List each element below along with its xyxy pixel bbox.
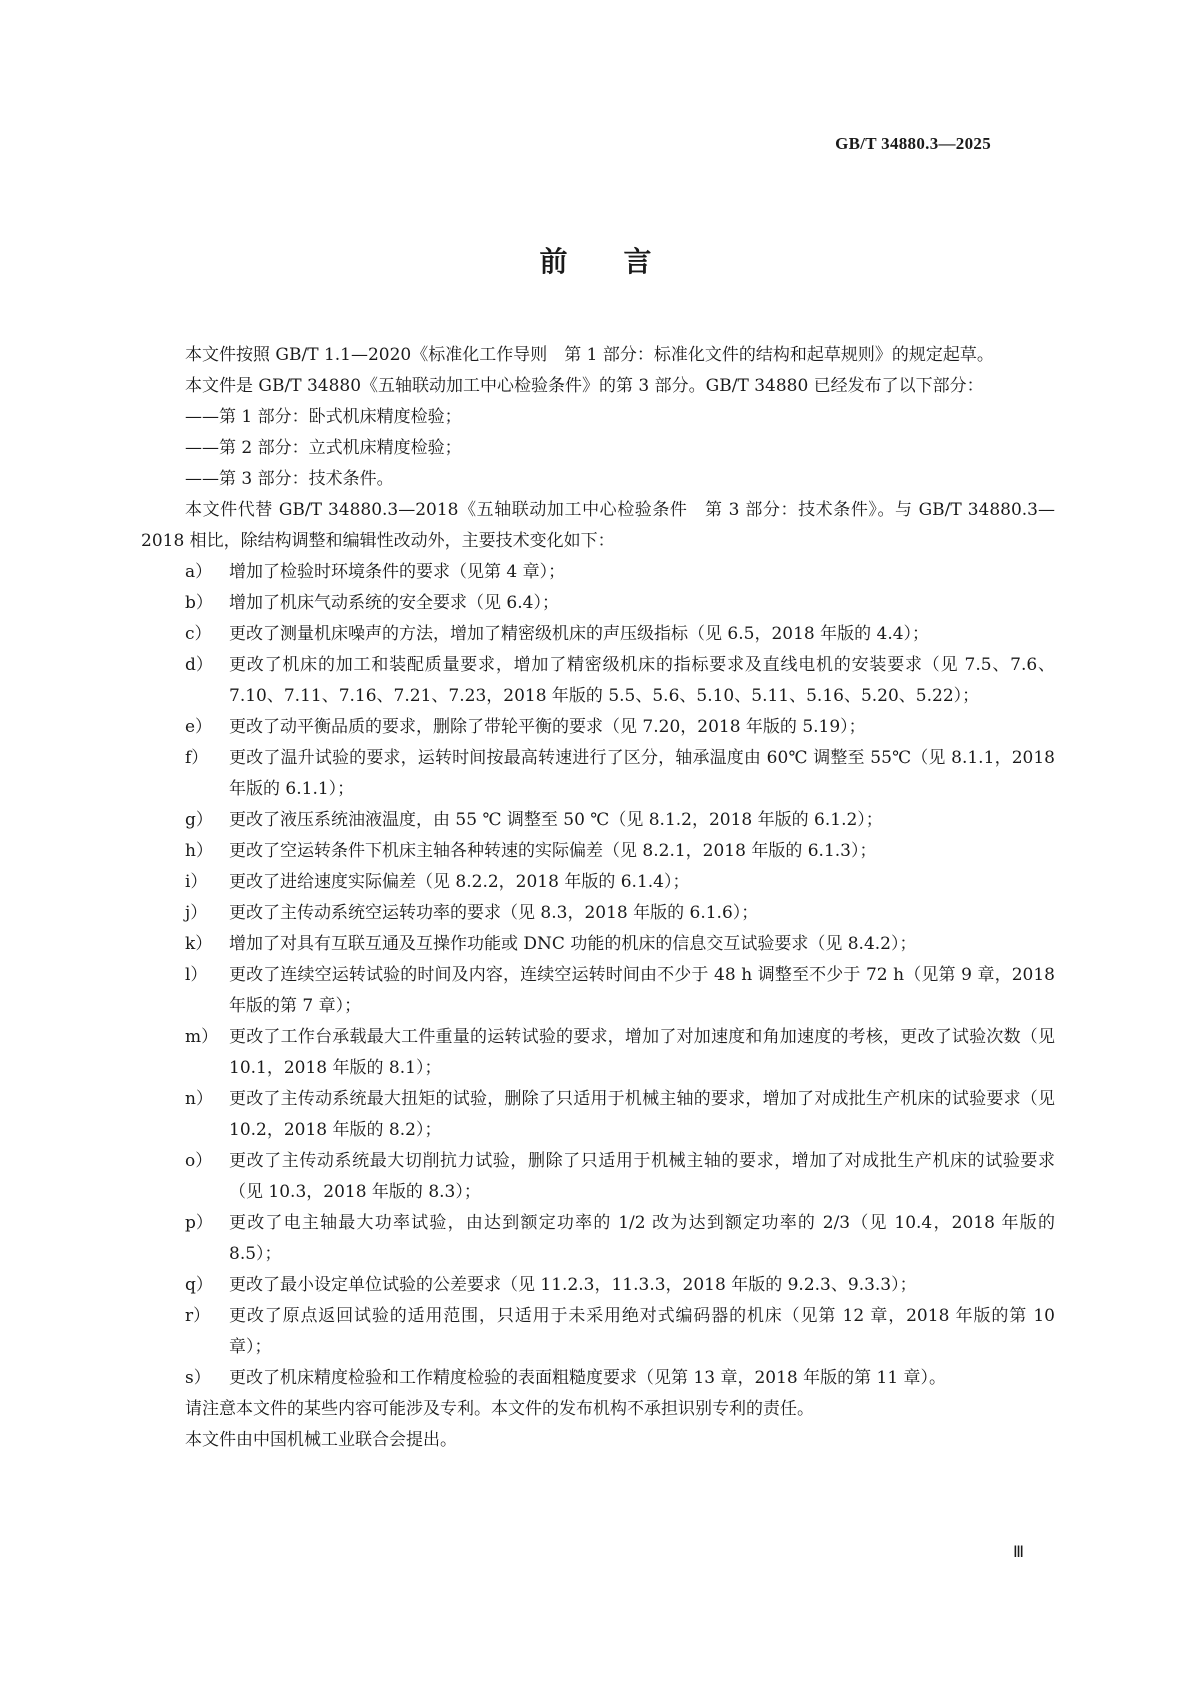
change-list-marker: q） (185, 1275, 213, 1295)
document-code: GB/T 34880.3—2025 (835, 134, 991, 153)
change-list-item (141, 1363, 1055, 1394)
change-list-text: 更改了空运转条件下机床主轴各种转速的实际偏差（见 8.2.1，2018 年版的 6.1.3）； (229, 841, 877, 861)
change-list-text: 更改了机床精度检验和工作精度检验的表面粗糙度要求（见第 13 章，2018 年版的第 11 章）。 (229, 1368, 947, 1388)
change-list-text: 更改了进给速度实际偏差（见 8.2.2，2018 年版的 6.1.4）； (229, 872, 690, 892)
change-list-item (141, 712, 1055, 743)
paragraph-series-info: 本文件是 GB/T 34880《五轴联动加工中心检验条件》的第 3 部分。GB/T 34880 已经发布了以下部分： (185, 376, 984, 396)
change-list-text: 更改了连续空运转试验的时间及内容，连续空运转时间由不少于 48 h 调整至不少于 72 h（见第 9 章，2018 年版的第 7 章）； (229, 965, 1055, 1016)
change-list-text: 更改了主传动系统最大扭矩的试验，删除了只适用于机械主轴的要求，增加了对成批生产机床的试验要求（见 10.2，2018 年版的 8.2）； (229, 1089, 1055, 1140)
change-list-item (141, 867, 1055, 898)
change-list-item (141, 588, 1055, 619)
change-list-text: 更改了温升试验的要求，运转时间按最高转速进行了区分，轴承温度由 60℃ 调整至 55℃（见 8.1.1，2018 年版的 6.1.1）； (229, 748, 1055, 799)
change-list-marker: f） (185, 748, 209, 768)
change-list-text: 增加了机床气动系统的安全要求（见 6.4）； (229, 593, 559, 613)
change-list-item (141, 836, 1055, 867)
change-list-marker: e） (185, 717, 213, 737)
change-list-item (141, 960, 1055, 1022)
change-list-marker: l） (185, 965, 208, 985)
paragraph-proposer: 本文件由中国机械工业联合会提出。 (185, 1430, 457, 1450)
change-list-marker: c） (185, 624, 212, 644)
change-list-marker: m） (185, 1027, 219, 1047)
page-title: 前言 (539, 245, 708, 278)
technical-changes-list (141, 557, 1055, 1394)
change-list-item (141, 557, 1055, 588)
page-number: Ⅲ (1012, 1544, 1024, 1561)
change-list-text: 更改了动平衡品质的要求，删除了带轮平衡的要求（见 7.20，2018 年版的 5.19）； (229, 717, 866, 737)
change-list-item (141, 743, 1055, 805)
change-list-marker: g） (185, 810, 213, 830)
change-list-text: 更改了机床的加工和装配质量要求，增加了精密级机床的指标要求及直线电机的安装要求（见 7.5、7.6、7.10、7.11、7.16、7.21、7.23，2018 年版的 5.5、5.6、5.10、5.11、5.16、5.20、5.22）； (229, 655, 1055, 706)
change-list-item (141, 1270, 1055, 1301)
change-list-text: 更改了主传动系统空运转功率的要求（见 8.3，2018 年版的 6.1.6）； (229, 903, 759, 923)
change-list-item (141, 1208, 1055, 1270)
change-list-item (141, 929, 1055, 960)
change-list-marker: a） (185, 562, 213, 582)
change-list-item (141, 805, 1055, 836)
part-list-item: ——第 1 部分：卧式机床精度检验； (185, 407, 462, 427)
change-list-text: 更改了工作台承载最大工件重量的运转试验的要求，增加了对加速度和角加速度的考核，更改了试验次数（见 10.1，2018 年版的 8.1）； (229, 1027, 1055, 1078)
change-list-marker: p） (185, 1213, 213, 1233)
change-list-marker: i） (185, 872, 208, 892)
foreword-content (141, 340, 1055, 1456)
change-list-marker: s） (185, 1368, 211, 1388)
change-list-text: 增加了对具有互联互通及互操作功能或 DNC 功能的机床的信息交互试验要求（见 8.4.2）； (229, 934, 917, 954)
change-list-text: 更改了主传动系统最大切削抗力试验，删除了只适用于机械主轴的要求，增加了对成批生产机床的试验要求（见 10.3，2018 年版的 8.3）； (229, 1151, 1055, 1202)
paragraph-patent-notice: 请注意本文件的某些内容可能涉及专利。本文件的发布机构不承担识别专利的责任。 (185, 1399, 814, 1419)
change-list-marker: d） (185, 655, 213, 675)
change-list-text: 更改了液压系统油液温度，由 55 ℃ 调整至 50 ℃（见 8.1.2，2018 年版的 6.1.2）； (229, 810, 883, 830)
change-list-marker: h） (185, 841, 213, 861)
change-list-item (141, 898, 1055, 929)
change-list-marker: r） (185, 1306, 211, 1326)
change-list-item (141, 619, 1055, 650)
change-list-text: 更改了最小设定单位试验的公差要求（见 11.2.3，11.3.3，2018 年版的 9.2.3、9.3.3）； (229, 1275, 917, 1295)
change-list-marker: n） (185, 1089, 213, 1109)
change-list-item (141, 1084, 1055, 1146)
part-list-item: ——第 3 部分：技术条件。 (185, 469, 394, 489)
change-list-text: 更改了测量机床噪声的方法，增加了精密级机床的声压级指标（见 6.5，2018 年版的 4.4）； (229, 624, 930, 644)
change-list-text: 更改了电主轴最大功率试验，由达到额定功率的 1/2 改为达到额定功率的 2/3（见 10.4，2018 年版的 8.5）； (229, 1213, 1055, 1264)
change-list-marker: b） (185, 593, 213, 613)
change-list-marker: j） (185, 903, 208, 923)
change-list-marker: o） (185, 1151, 213, 1171)
change-list-item (141, 650, 1055, 712)
part-list-item: ——第 2 部分：立式机床精度检验； (185, 438, 462, 458)
paragraph-drafting-rules: 本文件按照 GB/T 1.1—2020《标准化工作导则 第 1 部分：标准化文件的结构和起草规则》的规定起草。 (185, 345, 994, 365)
change-list-text: 增加了检验时环境条件的要求（见第 4 章）； (229, 562, 566, 582)
change-list-marker: k） (185, 934, 213, 954)
change-list-item (141, 1022, 1055, 1084)
change-list-item (141, 1301, 1055, 1363)
paragraph-replacement: 本文件代替 GB/T 34880.3—2018《五轴联动加工中心检验条件 第 3 部分：技术条件》。与 GB/T 34880.3—2018 相比，除结构调整和编辑性改动外，主要技术变化如下： (141, 500, 1055, 551)
change-list-text: 更改了原点返回试验的适用范围，只适用于未采用绝对式编码器的机床（见第 12 章，2018 年版的第 10 章）； (229, 1306, 1055, 1357)
change-list-item (141, 1146, 1055, 1208)
